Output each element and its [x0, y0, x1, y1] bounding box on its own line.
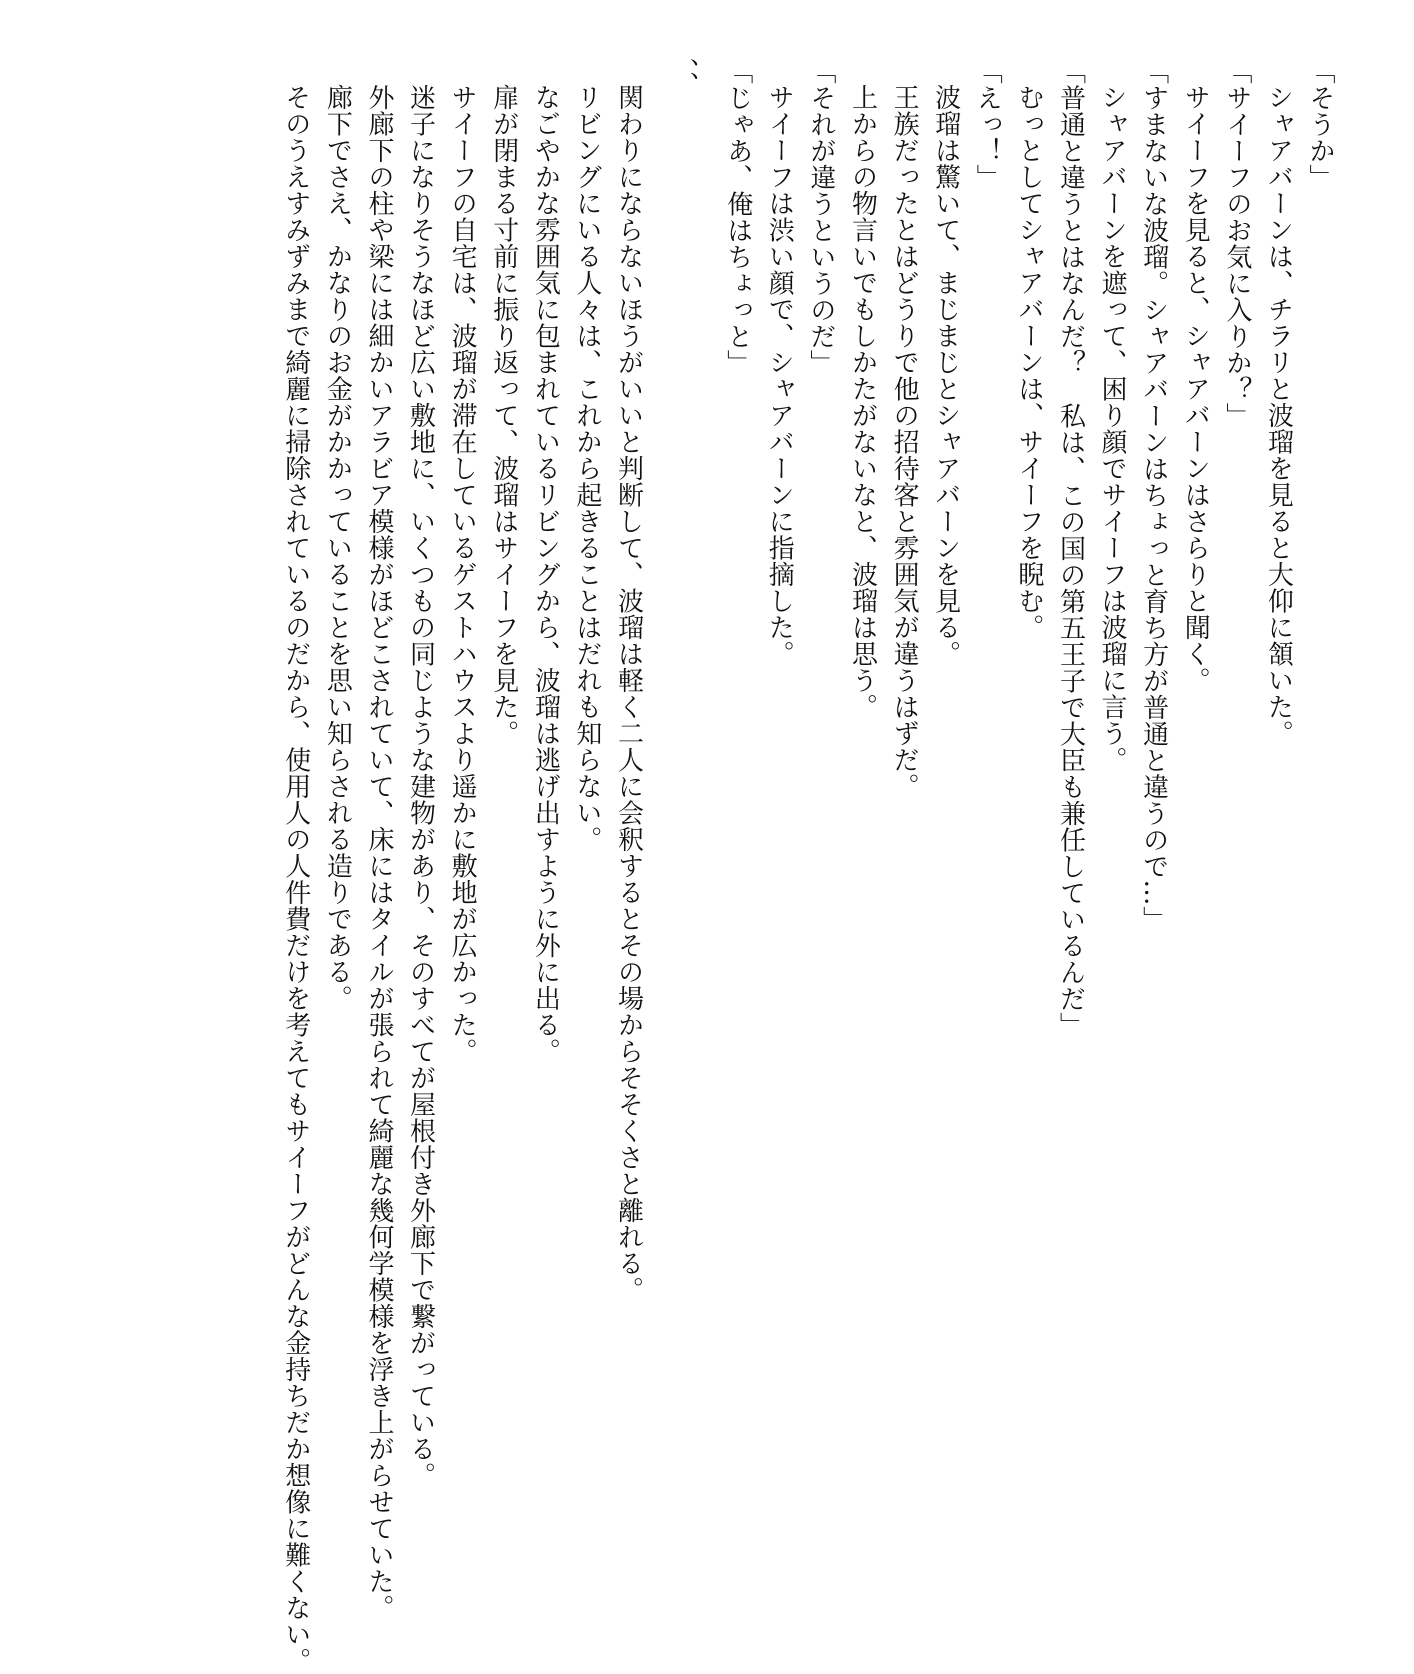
- narration-line: なごやかな雰囲気に包まれているリビングから、波瑠は逃げ出すように外に出る。: [530, 84, 561, 1065]
- narration-line: リビングにいる人々は、これから起きることはだれも知らない。: [571, 84, 602, 853]
- narration-line: むっとしてシャアバーンは、サイーフを睨む。: [1013, 84, 1044, 641]
- dialogue-line: 「それが違うというのだ」: [805, 58, 836, 376]
- dialogue-line: 「えっ！」: [972, 58, 1003, 191]
- narration-line: 外廊下の柱や梁には細かいアラビア模様がほどこされていて、床にはタイルが張られて綺麗な幾何学模様を浮き上がらせていた。: [363, 84, 394, 1621]
- narration-line: 迷子になりそうなほど広い敷地に、いくつもの同じような建物があり、そのすべてが屋根付き外廊下で繋がっている。: [405, 84, 436, 1489]
- narration-line: サイーフは渋い顔で、シャアバーンに指摘した。: [764, 84, 795, 667]
- narration-line: 上からの物言いでもしかたがないなと、波瑠は思う。: [847, 84, 878, 720]
- dialogue-line: 「すまないな波瑠。シャアバーンはちょっと育ち方が普通と違うので…」: [1138, 58, 1169, 933]
- narration-line: そのうえすみずみまで綺麗に掃除されているのだから、使用人の人件費だけを考えてもサイーフがどんな金持ちだか想像に難くない。: [280, 84, 311, 1674]
- narration-line: 波瑠は驚いて、まじまじとシャアバーンを見る。: [930, 84, 961, 667]
- dialogue-line: 「普通と違うとはなんだ？ 私は、この国の第五王子で大臣も兼任しているんだ」: [1055, 58, 1086, 1039]
- narration-line: 関わりにならないほうがいいと判断して、波瑠は軽く二人に会釈するとその場からそそくさと離れる。: [613, 84, 644, 1303]
- separator-mark: 、、: [669, 58, 700, 98]
- narration-line: サイーフを見ると、シャアバーンはさらりと聞く。: [1180, 84, 1211, 694]
- narration-line: 王族だったとはどうりで他の招待客と雰囲気が違うはずだ。: [889, 84, 920, 800]
- narration-line: シャアバーンを遮って、困り顔でサイーフは波瑠に言う。: [1097, 84, 1128, 773]
- dialogue-line: 「じゃあ、俺はちょっと」: [722, 58, 753, 376]
- dialogue-line: 「そうか」: [1305, 58, 1335, 191]
- vertical-text-block: [274, 58, 1340, 1674]
- narration-line: 廊下でさえ、かなりのお金がかかっていることを思い知らされる造りである。: [322, 84, 353, 1012]
- narration-line: 扉が閉まる寸前に振り返って、波瑠はサイーフを見た。: [488, 84, 519, 747]
- narration-line: サイーフの自宅は、波瑠が滞在しているゲストハウスより遥かに敷地が広かった。: [447, 84, 478, 1065]
- narration-line: シャアバーンは、チラリと波瑠を見ると大仰に頷いた。: [1263, 84, 1294, 747]
- dialogue-line: 「サイーフのお気に入りか？」: [1221, 58, 1252, 429]
